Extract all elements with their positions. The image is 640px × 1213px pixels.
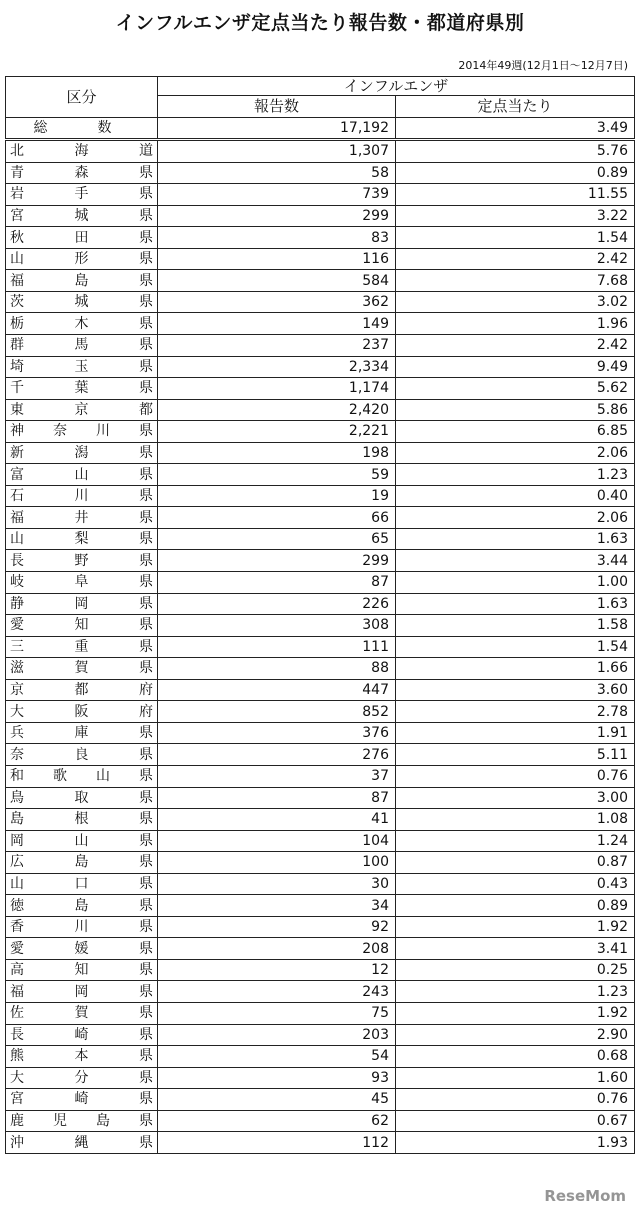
per-sentinel-value: 1.63 — [396, 528, 635, 550]
per-sentinel-value: 5.86 — [396, 399, 635, 421]
per-sentinel-value: 0.67 — [396, 1110, 635, 1132]
prefecture-name-text: 北 海 道 — [10, 143, 153, 160]
per-sentinel-value: 5.11 — [396, 744, 635, 766]
table-row — [6, 227, 635, 249]
prefecture-name — [6, 184, 158, 206]
table-row — [6, 787, 635, 809]
table-row — [6, 378, 635, 400]
report-count: 237 — [158, 335, 396, 357]
per-sentinel-value: 2.90 — [396, 1024, 635, 1046]
per-sentinel-value: 6.85 — [396, 421, 635, 443]
table-row — [6, 205, 635, 227]
prefecture-name — [6, 873, 158, 895]
prefecture-name — [6, 464, 158, 486]
prefecture-name-text: 広 島 県 — [10, 854, 153, 871]
prefecture-name — [6, 959, 158, 981]
prefecture-name-text: 宮 崎 県 — [10, 1091, 153, 1108]
table-row — [6, 615, 635, 637]
report-count: 92 — [158, 916, 396, 938]
report-count: 54 — [158, 1046, 396, 1068]
table-row — [6, 248, 635, 270]
table-row — [6, 873, 635, 895]
prefecture-name — [6, 550, 158, 572]
page-title: インフルエンザ定点当たり報告数・都道府県別 — [115, 12, 525, 34]
per-sentinel-value: 1.92 — [396, 916, 635, 938]
prefecture-name-text: 和 歌 山 県 — [10, 768, 153, 785]
report-count: 2,334 — [158, 356, 396, 378]
total-row — [6, 117, 635, 140]
prefecture-name-text: 栃 木 県 — [10, 315, 153, 332]
header-region: 区分 — [6, 77, 158, 118]
per-sentinel-value: 0.40 — [396, 485, 635, 507]
report-count: 308 — [158, 615, 396, 637]
per-sentinel-value: 1.54 — [396, 636, 635, 658]
prefecture-name-text: 高 知 県 — [10, 962, 153, 979]
report-count: 34 — [158, 895, 396, 917]
per-sentinel-value: 1.24 — [396, 830, 635, 852]
prefecture-name-text: 千 葉 県 — [10, 380, 153, 397]
prefecture-name-text: 三 重 県 — [10, 638, 153, 655]
prefecture-name-text: 福 井 県 — [10, 509, 153, 526]
prefecture-name — [6, 593, 158, 615]
prefecture-name-text: 東 京 都 — [10, 401, 153, 418]
prefecture-name — [6, 248, 158, 270]
prefecture-name-text: 奈 良 県 — [10, 746, 153, 763]
prefecture-name — [6, 485, 158, 507]
report-count: 83 — [158, 227, 396, 249]
report-count: 1,174 — [158, 378, 396, 400]
prefecture-name-text: 愛 知 県 — [10, 617, 153, 634]
prefecture-name-text: 石 川 県 — [10, 488, 153, 505]
prefecture-name — [6, 291, 158, 313]
report-count: 362 — [158, 291, 396, 313]
prefecture-name-text: 鳥 取 県 — [10, 789, 153, 806]
report-count: 93 — [158, 1067, 396, 1089]
prefecture-name — [6, 313, 158, 335]
table-row — [6, 830, 635, 852]
prefecture-name-text: 山 梨 県 — [10, 531, 153, 548]
report-count: 12 — [158, 959, 396, 981]
prefecture-name — [6, 378, 158, 400]
per-sentinel-value: 9.49 — [396, 356, 635, 378]
report-count: 852 — [158, 701, 396, 723]
per-sentinel-value: 0.76 — [396, 1089, 635, 1111]
prefecture-name-text: 山 口 県 — [10, 875, 153, 892]
per-sentinel-value: 1.63 — [396, 593, 635, 615]
report-count: 65 — [158, 528, 396, 550]
prefecture-name-text: 滋 賀 県 — [10, 660, 153, 677]
report-count: 45 — [158, 1089, 396, 1111]
report-count: 104 — [158, 830, 396, 852]
prefecture-name — [6, 270, 158, 292]
prefecture-name-text: 岡 山 県 — [10, 832, 153, 849]
table-row — [6, 1067, 635, 1089]
report-count: 447 — [158, 679, 396, 701]
table-row — [6, 1110, 635, 1132]
per-sentinel-value: 2.06 — [396, 507, 635, 529]
prefecture-name-text: 兵 庫 県 — [10, 725, 153, 742]
prefecture-name — [6, 1046, 158, 1068]
table-row — [6, 550, 635, 572]
table-row — [6, 658, 635, 680]
prefecture-name — [6, 1002, 158, 1024]
per-sentinel-value: 11.55 — [396, 184, 635, 206]
report-count: 198 — [158, 442, 396, 464]
table-row — [6, 507, 635, 529]
prefecture-name — [6, 701, 158, 723]
prefecture-name-text: 沖 縄 県 — [10, 1134, 153, 1151]
per-sentinel-value: 1.91 — [396, 722, 635, 744]
prefecture-name-text: 大 阪 府 — [10, 703, 153, 720]
prefecture-name-text: 熊 本 県 — [10, 1048, 153, 1065]
prefecture-name-text: 京 都 府 — [10, 682, 153, 699]
table-row — [6, 852, 635, 874]
per-sentinel-value: 5.76 — [396, 140, 635, 163]
prefecture-name — [6, 1067, 158, 1089]
prefecture-name — [6, 938, 158, 960]
report-count: 276 — [158, 744, 396, 766]
prefecture-name — [6, 140, 158, 163]
table-row — [6, 981, 635, 1003]
per-sentinel-value: 1.92 — [396, 1002, 635, 1024]
prefecture-name — [6, 162, 158, 184]
table-row — [6, 291, 635, 313]
table-row — [6, 356, 635, 378]
report-count: 87 — [158, 572, 396, 594]
table-row — [6, 744, 635, 766]
total-per-sentinel: 3.49 — [396, 117, 635, 140]
prefecture-name — [6, 830, 158, 852]
prefecture-name-text: 富 山 県 — [10, 466, 153, 483]
per-sentinel-value: 1.93 — [396, 1132, 635, 1154]
report-count: 299 — [158, 205, 396, 227]
report-count: 149 — [158, 313, 396, 335]
report-count: 112 — [158, 1132, 396, 1154]
report-count: 226 — [158, 593, 396, 615]
prefecture-name — [6, 227, 158, 249]
per-sentinel-value: 7.68 — [396, 270, 635, 292]
per-sentinel-value: 0.87 — [396, 852, 635, 874]
prefecture-name — [6, 787, 158, 809]
prefecture-name-text: 埼 玉 県 — [10, 358, 153, 375]
table-row — [6, 528, 635, 550]
prefecture-name — [6, 658, 158, 680]
prefecture-name — [6, 572, 158, 594]
per-sentinel-value: 0.25 — [396, 959, 635, 981]
per-sentinel-value: 1.54 — [396, 227, 635, 249]
table-row — [6, 938, 635, 960]
prefecture-name-text: 青 森 県 — [10, 164, 153, 181]
table-row — [6, 916, 635, 938]
per-sentinel-value: 1.66 — [396, 658, 635, 680]
prefecture-name-text: 佐 賀 県 — [10, 1005, 153, 1022]
prefecture-name-text: 新 潟 県 — [10, 445, 153, 462]
prefecture-name-text: 長 野 県 — [10, 552, 153, 569]
prefecture-name — [6, 1024, 158, 1046]
table-row — [6, 722, 635, 744]
report-count: 30 — [158, 873, 396, 895]
prefecture-name — [6, 528, 158, 550]
per-sentinel-value: 3.00 — [396, 787, 635, 809]
per-sentinel-value: 3.22 — [396, 205, 635, 227]
per-sentinel-value: 1.60 — [396, 1067, 635, 1089]
prefecture-name-text: 香 川 県 — [10, 919, 153, 936]
prefecture-name — [6, 916, 158, 938]
prefecture-name-text: 神 奈 川 県 — [10, 423, 153, 440]
table-row — [6, 140, 635, 163]
table-row — [6, 464, 635, 486]
prefecture-name — [6, 981, 158, 1003]
prefecture-name — [6, 615, 158, 637]
table-row — [6, 701, 635, 723]
per-sentinel-value: 1.00 — [396, 572, 635, 594]
per-sentinel-value: 1.96 — [396, 313, 635, 335]
prefecture-name — [6, 809, 158, 831]
prefecture-name — [6, 895, 158, 917]
per-sentinel-value: 2.78 — [396, 701, 635, 723]
report-count: 41 — [158, 809, 396, 831]
table-row — [6, 1024, 635, 1046]
prefecture-name-text: 山 形 県 — [10, 251, 153, 268]
per-sentinel-value: 3.60 — [396, 679, 635, 701]
prefecture-name — [6, 852, 158, 874]
per-sentinel-value: 1.23 — [396, 981, 635, 1003]
report-count: 87 — [158, 787, 396, 809]
per-sentinel-value: 0.43 — [396, 873, 635, 895]
report-count: 299 — [158, 550, 396, 572]
per-sentinel-value: 2.42 — [396, 248, 635, 270]
per-sentinel-value: 0.89 — [396, 162, 635, 184]
report-count: 1,307 — [158, 140, 396, 163]
resemom-logo: ReseMom — [544, 1187, 626, 1205]
per-sentinel-value: 1.08 — [396, 809, 635, 831]
prefecture-name-text: 岩 手 県 — [10, 186, 153, 203]
prefecture-name-text: 愛 媛 県 — [10, 940, 153, 957]
prefecture-name — [6, 205, 158, 227]
table-row — [6, 1089, 635, 1111]
prefecture-name — [6, 1089, 158, 1111]
table-row — [6, 1046, 635, 1068]
header-per-sentinel: 定点当たり — [396, 96, 635, 118]
table-row — [6, 335, 635, 357]
influenza-table — [5, 76, 635, 1154]
total-label: 総 数 — [6, 117, 158, 140]
prefecture-name-text: 長 崎 県 — [10, 1026, 153, 1043]
prefecture-name-text: 静 岡 県 — [10, 595, 153, 612]
per-sentinel-value: 0.76 — [396, 765, 635, 787]
prefecture-name-text: 島 根 県 — [10, 811, 153, 828]
prefecture-name — [6, 442, 158, 464]
per-sentinel-value: 3.41 — [396, 938, 635, 960]
per-sentinel-value: 5.62 — [396, 378, 635, 400]
table-row — [6, 959, 635, 981]
report-count: 19 — [158, 485, 396, 507]
report-count: 208 — [158, 938, 396, 960]
prefecture-name-text: 大 分 県 — [10, 1069, 153, 1086]
per-sentinel-value: 3.02 — [396, 291, 635, 313]
period-label: 2014年49週(12月1日～12月7日) — [458, 59, 628, 72]
per-sentinel-value: 1.23 — [396, 464, 635, 486]
prefecture-name — [6, 356, 158, 378]
header-influenza: インフルエンザ — [158, 77, 635, 96]
table-row — [6, 485, 635, 507]
prefecture-name-text: 鹿 児 島 県 — [10, 1112, 153, 1129]
report-count: 2,420 — [158, 399, 396, 421]
per-sentinel-value: 2.42 — [396, 335, 635, 357]
table-row — [6, 593, 635, 615]
per-sentinel-value: 0.68 — [396, 1046, 635, 1068]
prefecture-name — [6, 722, 158, 744]
report-count: 111 — [158, 636, 396, 658]
prefecture-name — [6, 765, 158, 787]
prefecture-name — [6, 399, 158, 421]
table-row — [6, 572, 635, 594]
prefecture-name-text: 茨 城 県 — [10, 294, 153, 311]
header-reports: 報告数 — [158, 96, 396, 118]
table-row — [6, 1132, 635, 1154]
prefecture-name — [6, 335, 158, 357]
prefecture-name-text: 宮 城 県 — [10, 208, 153, 224]
table-row — [6, 1002, 635, 1024]
table-row — [6, 162, 635, 184]
per-sentinel-value: 0.89 — [396, 895, 635, 917]
report-count: 376 — [158, 722, 396, 744]
prefecture-name — [6, 421, 158, 443]
report-count: 59 — [158, 464, 396, 486]
report-count: 37 — [158, 765, 396, 787]
table-row — [6, 809, 635, 831]
per-sentinel-value: 3.44 — [396, 550, 635, 572]
table-row — [6, 765, 635, 787]
report-count: 75 — [158, 1002, 396, 1024]
prefecture-name — [6, 507, 158, 529]
report-count: 584 — [158, 270, 396, 292]
report-count: 243 — [158, 981, 396, 1003]
prefecture-name — [6, 1132, 158, 1154]
prefecture-name — [6, 679, 158, 701]
prefecture-name — [6, 744, 158, 766]
table-row — [6, 399, 635, 421]
prefecture-name-text: 岐 阜 県 — [10, 574, 153, 591]
prefecture-name-text: 福 島 県 — [10, 272, 153, 289]
prefecture-name — [6, 636, 158, 658]
report-count: 2,221 — [158, 421, 396, 443]
prefecture-name-text: 福 岡 県 — [10, 983, 153, 1000]
report-count: 739 — [158, 184, 396, 206]
table-row — [6, 313, 635, 335]
total-reports: 17,192 — [158, 117, 396, 140]
report-count: 203 — [158, 1024, 396, 1046]
table-row — [6, 636, 635, 658]
prefecture-name-text: 群 馬 県 — [10, 337, 153, 354]
table-row — [6, 679, 635, 701]
report-count: 58 — [158, 162, 396, 184]
table-row — [6, 184, 635, 206]
table-row — [6, 270, 635, 292]
per-sentinel-value: 2.06 — [396, 442, 635, 464]
report-count: 66 — [158, 507, 396, 529]
prefecture-name — [6, 1110, 158, 1132]
table-row — [6, 421, 635, 443]
report-count: 62 — [158, 1110, 396, 1132]
table-row — [6, 442, 635, 464]
report-count: 88 — [158, 658, 396, 680]
report-count: 116 — [158, 248, 396, 270]
per-sentinel-value: 1.58 — [396, 615, 635, 637]
prefecture-name-text: 秋 田 県 — [10, 229, 153, 246]
report-count: 100 — [158, 852, 396, 874]
prefecture-name-text: 徳 島 県 — [10, 897, 153, 914]
table-row — [6, 895, 635, 917]
